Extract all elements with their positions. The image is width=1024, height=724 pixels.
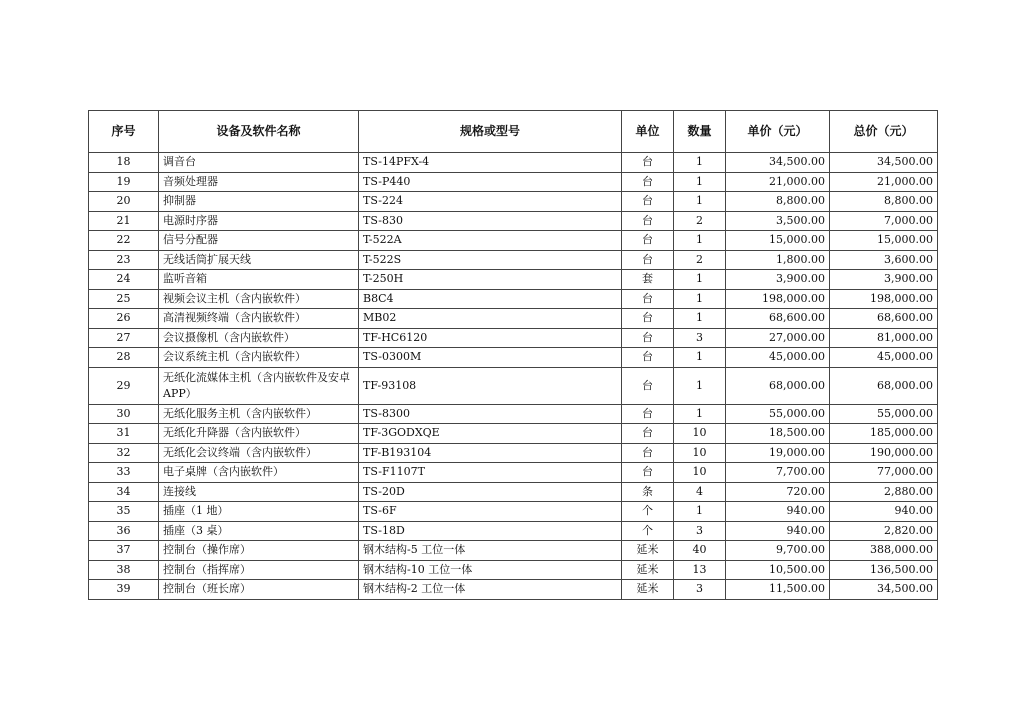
cell-total-price: 34,500.00 [830,153,938,173]
cell-total-price: 8,800.00 [830,192,938,212]
table-row [89,153,938,173]
cell-no: 36 [89,521,159,541]
cell-spec: TS-8300 [359,404,622,424]
cell-no: 21 [89,211,159,231]
cell-unit-price: 27,000.00 [726,328,830,348]
cell-total-price: 68,600.00 [830,309,938,329]
table-row [89,541,938,561]
cell-qty: 1 [674,502,726,522]
cell-spec: TS-P440 [359,172,622,192]
cell-total-price: 55,000.00 [830,404,938,424]
equipment-table [88,110,938,600]
header-no: 序号 [89,111,159,153]
table-row [89,521,938,541]
cell-qty: 10 [674,424,726,444]
cell-total-price: 68,000.00 [830,367,938,404]
cell-unit-price: 9,700.00 [726,541,830,561]
cell-total-price: 45,000.00 [830,348,938,368]
cell-unit-price: 8,800.00 [726,192,830,212]
cell-name: 无纸化服务主机（含内嵌软件） [159,404,359,424]
cell-qty: 40 [674,541,726,561]
cell-unit-price: 19,000.00 [726,443,830,463]
cell-no: 33 [89,463,159,483]
cell-qty: 1 [674,192,726,212]
cell-name: 连接线 [159,482,359,502]
cell-spec: TS-830 [359,211,622,231]
cell-unit: 台 [622,211,674,231]
cell-no: 18 [89,153,159,173]
cell-name: 无纸化流媒体主机（含内嵌软件及安卓 APP） [159,367,359,404]
cell-unit-price: 940.00 [726,521,830,541]
cell-no: 25 [89,289,159,309]
cell-spec: TS-224 [359,192,622,212]
cell-no: 22 [89,231,159,251]
cell-total-price: 34,500.00 [830,580,938,600]
cell-total-price: 388,000.00 [830,541,938,561]
cell-total-price: 3,900.00 [830,270,938,290]
cell-qty: 3 [674,580,726,600]
cell-qty: 1 [674,172,726,192]
cell-spec: TF-B193104 [359,443,622,463]
cell-total-price: 2,820.00 [830,521,938,541]
cell-spec: 钢木结构-2 工位一体 [359,580,622,600]
cell-spec: TS-14PFX-4 [359,153,622,173]
cell-total-price: 190,000.00 [830,443,938,463]
cell-total-price: 940.00 [830,502,938,522]
cell-qty: 3 [674,328,726,348]
cell-unit-price: 940.00 [726,502,830,522]
cell-no: 38 [89,560,159,580]
cell-no: 27 [89,328,159,348]
cell-spec: T-250H [359,270,622,290]
table-row [89,192,938,212]
cell-no: 31 [89,424,159,444]
cell-unit: 台 [622,424,674,444]
cell-name: 视频会议主机（含内嵌软件） [159,289,359,309]
table-row [89,289,938,309]
cell-name: 音频处理器 [159,172,359,192]
cell-qty: 1 [674,153,726,173]
table-row [89,482,938,502]
cell-total-price: 21,000.00 [830,172,938,192]
cell-no: 26 [89,309,159,329]
cell-unit-price: 18,500.00 [726,424,830,444]
cell-unit-price: 1,800.00 [726,250,830,270]
header-spec: 规格或型号 [359,111,622,153]
cell-unit-price: 21,000.00 [726,172,830,192]
cell-qty: 1 [674,231,726,251]
cell-unit-price: 68,000.00 [726,367,830,404]
cell-name: 监听音箱 [159,270,359,290]
cell-name: 插座（1 地） [159,502,359,522]
table-row [89,443,938,463]
header-row [89,111,938,153]
cell-name: 控制台（指挥席） [159,560,359,580]
cell-no: 19 [89,172,159,192]
cell-total-price: 198,000.00 [830,289,938,309]
cell-name: 会议摄像机（含内嵌软件） [159,328,359,348]
cell-unit: 套 [622,270,674,290]
cell-no: 30 [89,404,159,424]
cell-unit-price: 34,500.00 [726,153,830,173]
header-qty: 数量 [674,111,726,153]
cell-unit-price: 68,600.00 [726,309,830,329]
cell-qty: 4 [674,482,726,502]
cell-unit: 台 [622,404,674,424]
cell-unit: 台 [622,250,674,270]
cell-qty: 1 [674,309,726,329]
cell-name: 控制台（操作席） [159,541,359,561]
cell-total-price: 185,000.00 [830,424,938,444]
cell-unit: 个 [622,521,674,541]
table-row [89,367,938,404]
cell-no: 20 [89,192,159,212]
header-price: 单价（元） [726,111,830,153]
cell-spec: TF-HC6120 [359,328,622,348]
cell-total-price: 2,880.00 [830,482,938,502]
cell-no: 23 [89,250,159,270]
cell-no: 39 [89,580,159,600]
cell-name: 电源时序器 [159,211,359,231]
cell-unit: 台 [622,348,674,368]
cell-spec: TS-20D [359,482,622,502]
cell-total-price: 15,000.00 [830,231,938,251]
table-row [89,250,938,270]
cell-unit-price: 11,500.00 [726,580,830,600]
cell-qty: 13 [674,560,726,580]
cell-unit: 台 [622,172,674,192]
cell-no: 24 [89,270,159,290]
table-row [89,560,938,580]
cell-name: 控制台（班长席） [159,580,359,600]
cell-name: 抑制器 [159,192,359,212]
cell-name: 调音台 [159,153,359,173]
cell-total-price: 136,500.00 [830,560,938,580]
cell-qty: 1 [674,348,726,368]
cell-unit: 台 [622,367,674,404]
cell-spec: TS-6F [359,502,622,522]
cell-name: 无线话筒扩展天线 [159,250,359,270]
cell-total-price: 81,000.00 [830,328,938,348]
cell-unit-price: 15,000.00 [726,231,830,251]
cell-qty: 2 [674,211,726,231]
cell-unit: 延米 [622,541,674,561]
cell-qty: 10 [674,463,726,483]
cell-name: 插座（3 桌） [159,521,359,541]
cell-unit: 台 [622,309,674,329]
cell-unit: 台 [622,231,674,251]
cell-unit-price: 10,500.00 [726,560,830,580]
cell-unit: 台 [622,463,674,483]
cell-unit: 台 [622,328,674,348]
cell-spec: TF-3GODXQE [359,424,622,444]
table-row [89,424,938,444]
cell-spec: TS-0300M [359,348,622,368]
cell-unit: 台 [622,192,674,212]
cell-total-price: 3,600.00 [830,250,938,270]
cell-spec: T-522A [359,231,622,251]
table-row [89,270,938,290]
cell-unit: 个 [622,502,674,522]
header-unit: 单位 [622,111,674,153]
cell-spec: TS-F1107T [359,463,622,483]
cell-total-price: 77,000.00 [830,463,938,483]
table-row [89,404,938,424]
cell-name: 信号分配器 [159,231,359,251]
cell-unit-price: 7,700.00 [726,463,830,483]
cell-name: 无纸化升降器（含内嵌软件） [159,424,359,444]
table-row [89,211,938,231]
cell-qty: 1 [674,289,726,309]
table-row [89,348,938,368]
cell-name: 高清视频终端（含内嵌软件） [159,309,359,329]
cell-name: 无纸化会议终端（含内嵌软件） [159,443,359,463]
table-row [89,172,938,192]
table-row [89,463,938,483]
table-row [89,580,938,600]
header-total: 总价（元） [830,111,938,153]
cell-spec: MB02 [359,309,622,329]
cell-unit-price: 198,000.00 [726,289,830,309]
cell-no: 35 [89,502,159,522]
cell-unit: 延米 [622,580,674,600]
table-row [89,231,938,251]
cell-unit: 台 [622,153,674,173]
cell-unit-price: 55,000.00 [726,404,830,424]
cell-qty: 1 [674,367,726,404]
cell-qty: 2 [674,250,726,270]
cell-qty: 10 [674,443,726,463]
cell-unit-price: 720.00 [726,482,830,502]
cell-spec: TS-18D [359,521,622,541]
header-name: 设备及软件名称 [159,111,359,153]
cell-no: 29 [89,367,159,404]
cell-no: 28 [89,348,159,368]
table-row [89,502,938,522]
table-body [89,153,938,600]
cell-no: 34 [89,482,159,502]
cell-unit: 条 [622,482,674,502]
cell-unit: 延米 [622,560,674,580]
cell-spec: T-522S [359,250,622,270]
cell-name: 会议系统主机（含内嵌软件） [159,348,359,368]
cell-spec: 钢木结构-10 工位一体 [359,560,622,580]
cell-no: 37 [89,541,159,561]
cell-unit: 台 [622,289,674,309]
cell-unit-price: 45,000.00 [726,348,830,368]
cell-name: 电子桌牌（含内嵌软件） [159,463,359,483]
cell-qty: 1 [674,404,726,424]
cell-qty: 1 [674,270,726,290]
cell-spec: 钢木结构-5 工位一体 [359,541,622,561]
table-row [89,328,938,348]
cell-qty: 3 [674,521,726,541]
cell-no: 32 [89,443,159,463]
cell-unit-price: 3,900.00 [726,270,830,290]
table-row [89,309,938,329]
cell-total-price: 7,000.00 [830,211,938,231]
cell-unit: 台 [622,443,674,463]
cell-spec: B8C4 [359,289,622,309]
cell-unit-price: 3,500.00 [726,211,830,231]
cell-spec: TF-93108 [359,367,622,404]
